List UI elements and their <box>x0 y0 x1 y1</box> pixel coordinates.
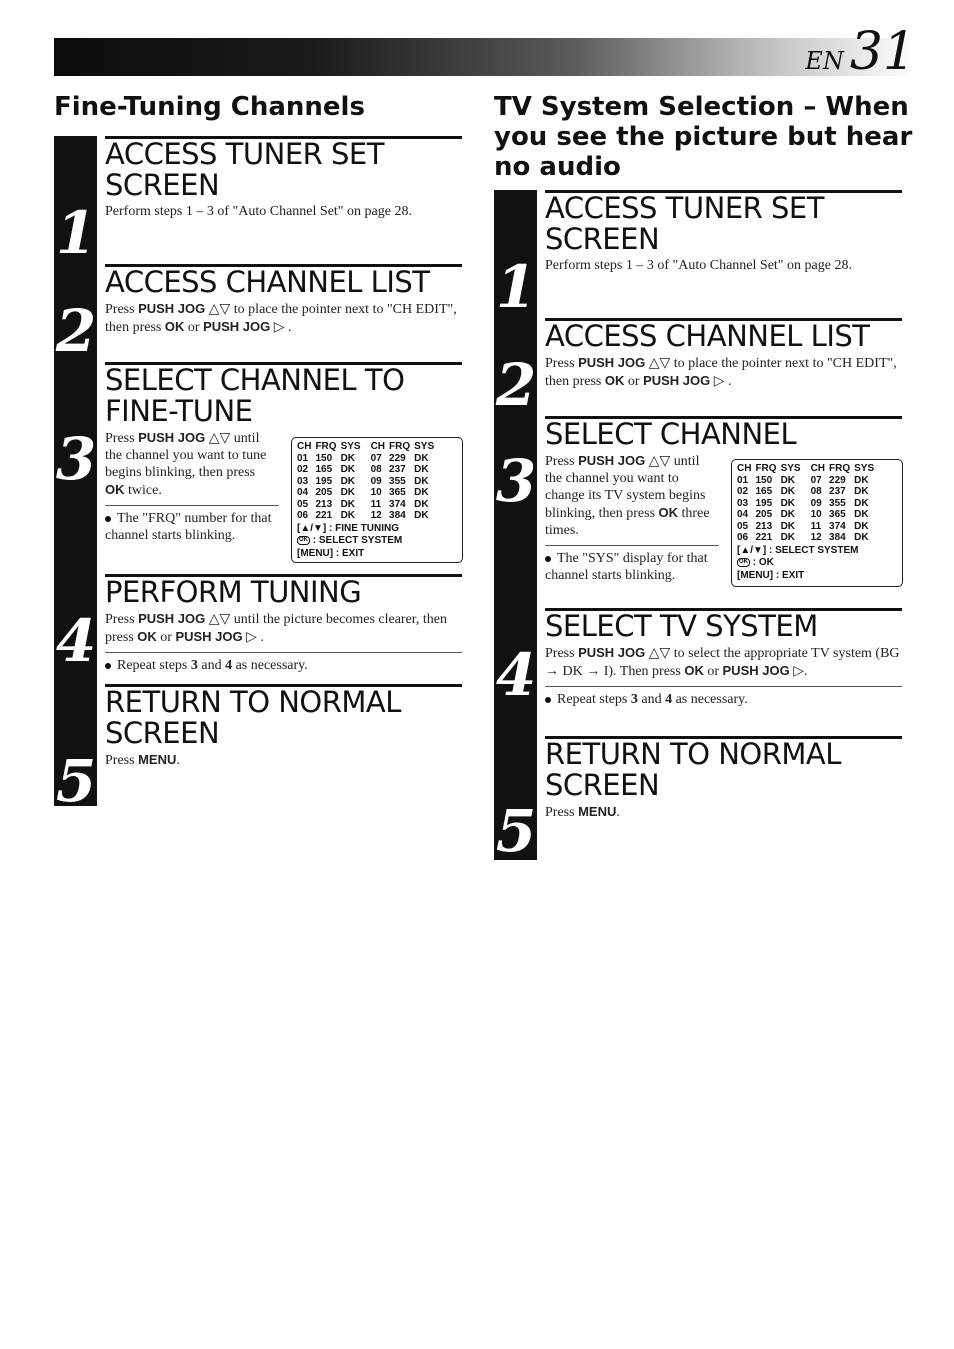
table-row: 05 213 DK 11 374 DK <box>297 498 429 510</box>
step-title: RETURN TO NORMAL SCREEN <box>545 737 841 802</box>
step-text: Press PUSH JOG △▽ to place the pointer next to "CH EDIT", then press OK or PUSH JOG ▷ . <box>105 301 457 335</box>
step-text: Press PUSH JOG △▽ until the channel you want to tune begins blinking, then press OK twice. <box>105 430 267 498</box>
step-text: Perform steps 1 – 3 of "Auto Channel Set" on page 28. <box>545 258 852 273</box>
step-text: Press PUSH JOG △▽ to select the appropriate TV system (BG → DK → I). Then press OK or PUSH JOG ▷. <box>545 645 900 679</box>
language-code: EN <box>805 47 844 75</box>
channel-table <box>737 463 878 544</box>
channel-list-osd <box>731 459 903 587</box>
table-row: 06 221 DK 12 384 DK <box>297 510 429 521</box>
step-note: Repeat steps 3 and 4 as necessary. <box>105 652 462 674</box>
table-row: 01 150 DK 07 229 DK <box>297 452 429 464</box>
step-text: Press MENU. <box>105 752 180 768</box>
step-title: ACCESS CHANNEL LIST <box>105 265 430 299</box>
step-text: Perform steps 1 – 3 of "Auto Channel Set" on page 28. <box>105 204 412 219</box>
step-note: The "SYS" display for that channel starts blinking. <box>545 545 719 584</box>
step-title: SELECT CHANNEL TO FINE-TUNE <box>105 363 405 428</box>
table-row: 05 213 DK 11 374 DK <box>737 520 869 532</box>
step-number-3: 3 <box>55 425 97 493</box>
step-number-4: 4 <box>55 607 97 675</box>
step-1 <box>105 136 462 220</box>
ok-button-icon: OK <box>739 558 748 565</box>
step-title: PERFORM TUNING <box>105 575 362 609</box>
step-5 <box>105 684 462 769</box>
step-number-2: 2 <box>495 351 537 419</box>
step-number-3: 3 <box>495 447 537 515</box>
step-2 <box>545 318 902 390</box>
channel-list-osd <box>291 437 463 563</box>
channel-table <box>297 441 438 522</box>
step-1 <box>545 190 902 274</box>
table-row: 03 195 DK 09 355 DK <box>737 497 869 509</box>
osd-footer-2: OK : SELECT SYSTEM <box>299 535 403 546</box>
step-2 <box>105 264 462 336</box>
step-text: Press PUSH JOG △▽ until the channel you want to change its TV system begins blinking, then press OK three times. <box>545 453 710 538</box>
step-text: Press PUSH JOG △▽ until the picture becomes clearer, then press OK or PUSH JOG ▷ . <box>105 611 448 645</box>
step-title: ACCESS TUNER SET SCREEN <box>105 137 384 202</box>
step-5 <box>545 736 902 821</box>
step-4 <box>105 574 462 674</box>
osd-footer-1: [▲/▼] : FINE TUNING <box>297 522 400 534</box>
step-number-5: 5 <box>55 747 97 815</box>
step-title: RETURN TO NORMAL SCREEN <box>105 685 401 750</box>
osd-footer-3: [MENU] : EXIT <box>737 569 805 581</box>
step-title: SELECT TV SYSTEM <box>545 609 818 643</box>
osd-footer-2: OK : OK <box>739 557 774 568</box>
left-section-title: Fine-Tuning Channels <box>54 92 365 122</box>
right-section-title: TV System Selection – When you see the picture but hear no audio <box>494 92 913 182</box>
table-header: CH FRQ SYS CH FRQ SYS <box>737 463 875 474</box>
left-steps <box>54 136 464 815</box>
right-steps <box>494 190 904 865</box>
step-number-1: 1 <box>55 199 97 267</box>
step-3 <box>545 416 902 584</box>
table-row: 02 165 DK 08 237 DK <box>737 486 869 497</box>
step-text: Press PUSH JOG △▽ to place the pointer next to "CH EDIT", then press OK or PUSH JOG ▷ . <box>545 355 897 389</box>
ok-button-icon: OK <box>299 536 308 543</box>
table-row: 06 221 DK 12 384 DK <box>737 532 869 543</box>
step-number-2: 2 <box>55 297 97 365</box>
table-row: 03 195 DK 09 355 DK <box>297 475 429 487</box>
step-4 <box>545 608 902 708</box>
step-text: Press MENU. <box>545 804 620 820</box>
osd-footer-1: [▲/▼] : SELECT SYSTEM <box>737 544 859 556</box>
step-note: The "FRQ" number for that channel starts blinking. <box>105 505 279 544</box>
header-gradient-bar <box>54 38 914 76</box>
page-number <box>805 22 916 82</box>
table-row: 02 165 DK 08 237 DK <box>297 464 429 475</box>
table-header: CH FRQ SYS CH FRQ SYS <box>297 441 435 452</box>
step-title: ACCESS TUNER SET SCREEN <box>545 191 824 256</box>
page-number-value: 31 <box>849 22 916 82</box>
step-number-1: 1 <box>495 253 537 321</box>
osd-footer-3: [MENU] : EXIT <box>297 547 365 559</box>
step-3 <box>105 362 462 559</box>
step-number-4: 4 <box>495 641 537 709</box>
table-row: 01 150 DK 07 229 DK <box>737 474 869 486</box>
step-title: ACCESS CHANNEL LIST <box>545 319 870 353</box>
step-title: SELECT CHANNEL <box>545 417 797 451</box>
table-row: 04 205 DK 10 365 DK <box>297 487 429 498</box>
step-note: Repeat steps 3 and 4 as necessary. <box>545 686 902 708</box>
step-number-5: 5 <box>495 797 537 865</box>
table-row: 04 205 DK 10 365 DK <box>737 509 869 520</box>
